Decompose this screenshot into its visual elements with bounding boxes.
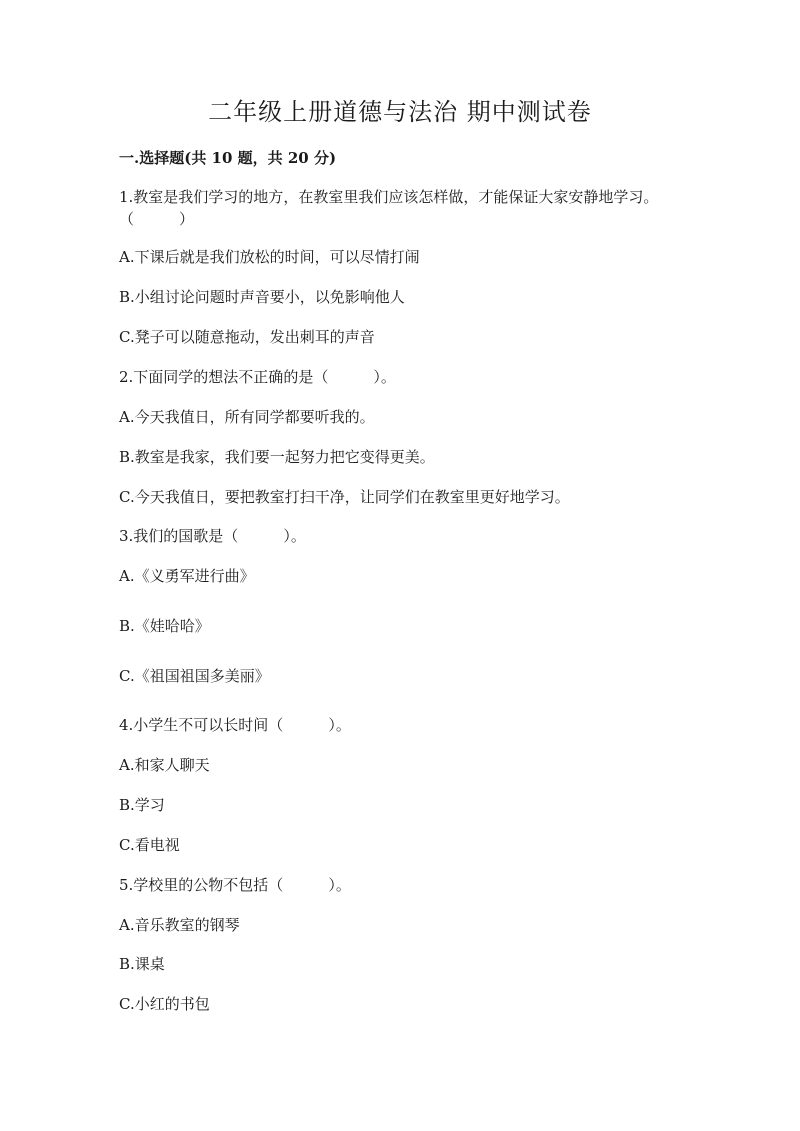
question-5-option-c: C.小红的书包 [119,995,210,1013]
question-2-option-b: B.教室是我家，我们要一起努力把它变得更美。 [119,448,435,466]
question-3-option-c: C.《祖国祖国多美丽》 [119,667,270,685]
question-2-stem: 2.下面同学的想法不正确的是（ ）。 [119,368,396,386]
question-4-option-a: A.和家人聊天 [119,756,210,774]
question-4-option-c: C.看电视 [119,836,180,854]
question-5-option-a: A.音乐教室的钢琴 [119,916,240,934]
question-1-option-a: A.下课后就是我们放松的时间，可以尽情打闹 [119,248,420,266]
question-1-option-b: B.小组讨论问题时声音要小，以免影响他人 [119,288,405,306]
question-4-stem: 4.小学生不可以长时间（ ）。 [119,716,351,734]
question-1-option-c: C.凳子可以随意拖动，发出刺耳的声音 [119,328,375,346]
question-2-option-a: A.今天我值日，所有同学都要听我的。 [119,408,375,426]
question-5-stem: 5.学校里的公物不包括（ ）。 [119,876,351,894]
question-2-option-c: C.今天我值日，要把教室打扫干净，让同学们在教室里更好地学习。 [119,488,570,506]
section-heading: 一.选择题(共 10 题，共 20 分) [119,149,337,167]
question-4-option-b: B.学习 [119,796,165,814]
question-1-stem: 1.教室是我们学习的地方，在教室里我们应该怎样做，才能保证大家安静地学习。（ ） [119,188,659,228]
question-3-option-b: B.《娃哈哈》 [119,617,210,635]
exam-title: 二年级上册道德与法治 期中测试卷 [208,98,592,126]
question-3-option-a: A.《义勇军进行曲》 [119,567,255,585]
question-3-stem: 3.我们的国歌是（ ）。 [119,527,306,545]
question-5-option-b: B.课桌 [119,955,165,973]
